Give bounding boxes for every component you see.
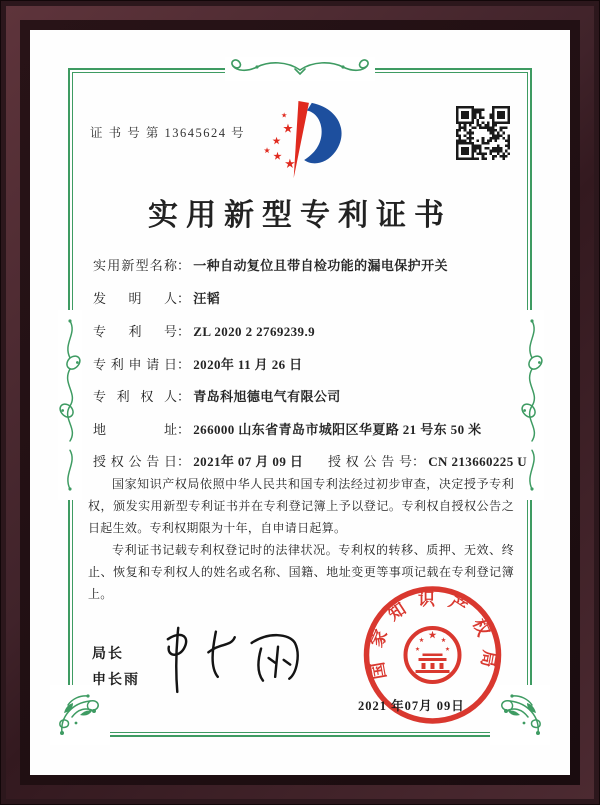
field-label: 专利权人 [93,389,177,404]
field-row-utility-model-name [93,255,538,273]
cnipa-logo-icon [245,100,350,180]
field-label: 专利申请日 [93,357,177,372]
national-emblem-icon [406,628,460,682]
colon: ： [177,389,191,404]
colon: ： [177,454,191,469]
field-value: 汪韬 [193,291,221,306]
colon: ： [412,454,426,469]
field-label: 授权公告号 [328,454,412,469]
seal-date: 2021 年07月 09日 [358,699,465,713]
colon: ： [177,324,191,339]
field-label: 专利号 [93,324,177,339]
colon: ： [177,357,191,372]
colon: ： [177,422,191,437]
field-value: ZL 2020 2 2769239.9 [193,324,315,339]
field-row-inventor [93,288,538,306]
field-row-address [93,419,538,437]
signer-title: 局长 [92,647,124,662]
signature-script [150,618,310,698]
legal-paragraph-2: 专利证书记载专利权登记时的法律状况。专利权的转移、质押、无效、终止、恢复和专利权人的姓名或名称、国籍、地址变更等事项记载在专利登记簿上。 [88,543,514,602]
field-row-grant [93,451,538,469]
field-row-patentee [93,386,538,404]
field-label: 地址 [93,422,177,437]
field-value: 青岛科旭德电气有限公司 [193,389,341,404]
field-grant-number [328,451,527,470]
field-label: 实用新型名称 [93,258,177,273]
field-label: 发明人 [93,291,177,306]
field-value: CN 213660225 U [428,454,528,469]
certificate-paper [30,30,570,775]
field-value: 2021年 07 月 09 日 [193,454,304,469]
flourish-left-ornament [58,310,82,500]
certificate-title: 实用新型专利证书 [148,199,452,232]
legal-paragraph-1: 国家知识产权局依照中华人民共和国专利法经过初步审查，决定授予专利权，颁发实用新型专利证书并在专利登记簿上予以登记。专利权自授权公告之日起生效。专利权期限为十年，自申请日起算。 [88,477,514,536]
qr-code [456,106,510,160]
signer-block [92,642,140,694]
colon: ： [177,291,191,306]
flourish-bottom-left-ornament [50,685,110,745]
field-value: 2020年 11 月 26 日 [193,357,303,372]
field-label: 授权公告日 [93,454,177,469]
colon: ： [177,258,191,273]
field-row-patent-number [93,321,538,339]
field-row-filing-date [93,354,538,372]
seal-agency-text: 国家知识产权局 [365,589,500,681]
flourish-top-ornament [225,57,375,81]
field-value: 一种自动复位且带自检功能的漏电保护开关 [193,258,448,273]
signer-name: 申长雨 [92,673,140,688]
field-value: 266000 山东省青岛市城阳区华夏路 21 号东 50 米 [193,422,482,437]
certificate-number: 证 书 号 第 13645624 号 [90,126,246,140]
